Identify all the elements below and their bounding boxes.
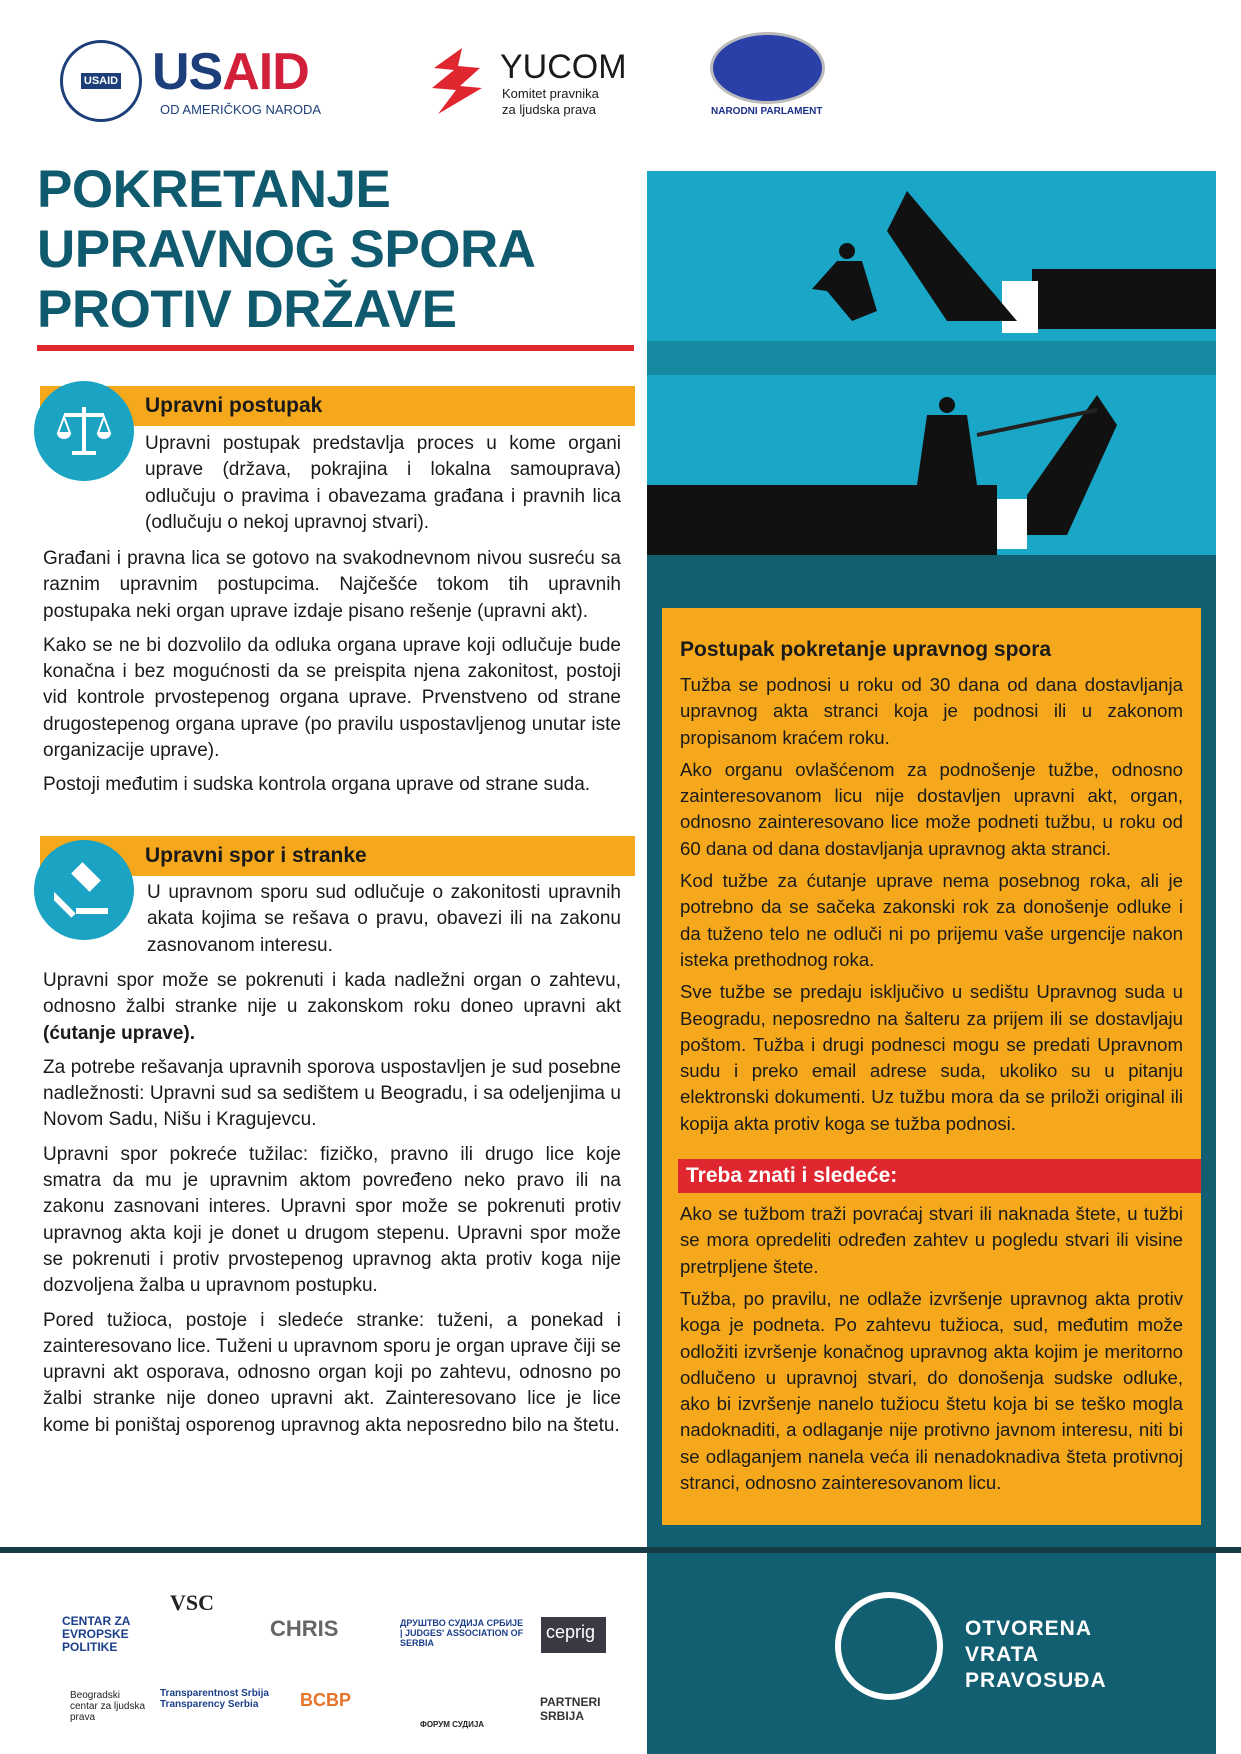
paragraph: Ako se tužbom traži povraćaj stvari ili naknada štete, u tužbi se mora opredeliti određen zahtev u pogledu stvari ili visine pretrpljene štete.	[680, 1203, 1183, 1277]
usaid-seal: USAID	[60, 40, 142, 122]
page-title: POKRETANJE UPRAVNOG SPORA PROTIV DRŽAVE	[37, 160, 536, 339]
paragraph: Tužba se podnosi u roku od 30 dana od dana dostavljanja upravnog akta stranci koja je podnosi ili u zakonom propisanom kraćem roku.	[680, 674, 1183, 748]
note-heading: Treba znati i sledeće:	[678, 1159, 1201, 1193]
usaid-logo: USAID USAID OD AMERIČKOG NARODA	[60, 40, 340, 120]
footer-divider	[0, 1547, 1241, 1553]
partner-logo: PARTNERI SRBIJA	[540, 1695, 601, 1723]
partner-logo: CHRIS	[270, 1616, 339, 1641]
section1-intro: Upravni postupak predstavlja proces u kome organi uprave (država, pokrajina i lokalna samouprava) odlučuju o pravima i obavezama građana i pravnih lica (odlučuju o nekoj upravnoj stvari).	[145, 433, 621, 533]
title-divider	[37, 345, 634, 351]
paragraph: Ako organu ovlašćenom za podnošenje tužbe, odnosno zainteresovanom licu nije dostavljen upravni akt, organ, odnosno zainteresovano lice može podneti tužbu, u roku od 60 dana od dana dostavljanja upravnog akta stranci.	[680, 758, 1183, 859]
partner-logos	[0, 1560, 647, 1754]
section2-body	[43, 968, 621, 1447]
parliament-logo: NARODNI PARLAMENT	[705, 32, 835, 122]
partner-logo: Beogradski centar za ljudska prava	[70, 1690, 146, 1723]
partner-logo: VSC	[170, 1590, 215, 1615]
partner-logo: CENTAR ZA EVROPSKE POLITIKE	[62, 1614, 130, 1654]
scales-icon	[34, 381, 134, 481]
paragraph: Tužba, po pravilu, ne odlaže izvršenje upravnog akta protiv koga je podneta. Po zahtevu tužioca, sud, međutim može odložiti izvršenje konačnog upravnog akta kojim je meritorno odlučeno u upravnoj stvari, do donošenja sudske odluke, ako bi izvršenje nanelo tužiocu štetu koja bi se teško mogla nadoknaditi, a odlaganje nije protivno javnom interesu, niti bi se odlaganjem nanela veća ili nenadoknadiva šteta protivnoj stranci, odnosno zainteresovanom licu.	[680, 1287, 1183, 1494]
section2-intro: U upravnom sporu sud odlučuje o zakonitosti upravnih akata kojima se rešava o pravu, obavezi ili na zakonu zasnovanom interesu.	[147, 882, 621, 956]
partner-logo: ДРУШТВО СУДИЈА СРБИЈЕ | JUDGES' ASSOCIATION OF SERBIA	[400, 1618, 524, 1648]
partner-logo: ФОРУМ СУДИЈА	[420, 1720, 485, 1729]
paragraph: Građani i pravna lica se gotovo na svakodnevnom nivou susreću sa raznim upravnim postupcima. Najčešće tokom tih upravnih postupaka neki organ uprave izdaje pisano rešenje (upravni akt).	[43, 548, 621, 622]
paragraph: Upravni spor može se pokrenuti i kada nadležni organ o zahtevu, odnosno žalbi stranke nije u zakonskom roku doneo upravni akt (ćutanje uprave).	[43, 970, 621, 1044]
procedure-heading: Postupak pokretanje upravnog spora	[680, 638, 1052, 661]
paragraph: Kako se ne bi dozvolilo da odluka organa uprave koji odlučuje bude konačna i bez mogućnosti da se preispita njena zakonitost, postoji vid kontrole prvostepenog organa uprave. Prvenstveno od strane drugostepenog organa uprave (po pravilu uspostavljenog unutar iste organizacije uprave).	[43, 634, 621, 762]
section1-body	[43, 546, 621, 807]
partner-logo: BCBP	[300, 1690, 352, 1710]
paragraph: Za potrebe rešavanja upravnih sporova uspostavljen je sud posebne nadležnosti: Upravni sud sa sedištem u Beogradu, i sa odeljenjima u Novom Sadu, Nišu i Kragujevcu.	[43, 1056, 621, 1131]
section-header-upravni-postupak: Upravni postupak	[40, 386, 635, 426]
paragraph: Upravni spor pokreće tužilac: fizičko, pravno ili drugo lice koje smatra da mu je upravnim aktom povređeno neko pravo ili na zakonu zasnovani interes. Upravni spor može se pokrenuti protiv upravnog akta koji je donet u drugom stepenu. Upravni spor može se pokrenuti i protiv prvostepenog upravnog akta protiv koga nije dozvoljena žalba u upravnom postupku.	[43, 1143, 621, 1297]
otvorena-vrata-logo: OTVORENA VRATA PRAVOSUĐA	[835, 1592, 1135, 1702]
illustration-top	[647, 171, 1216, 341]
paragraph: Kod tužbe za ćutanje uprave nema posebnog roka, ali je potrebno da se sačeka zakonski rok za donošenje odluke i da tuženo telo ne odluči ni po prijemu vaše urgencije nakon isteka prethodnog roka.	[680, 870, 1183, 970]
yucom-mark-icon	[432, 48, 484, 114]
paragraph: Postoji međutim i sudska kontrola organa uprave od strane suda.	[43, 774, 591, 796]
paragraph: Pored tužioca, postoje i sledeće stranke: tuženi, a ponekad i zainteresovano lice. Tuženi u upravnom sporu je organ uprave čiji se upravni akt osporava, odnosno organ koji po zahtevu, odnosno po žalbi stranke nije doneo upravni akt. Zainteresovano lice je lice kome bi poništaj osporenog upravnog akta neposredno bilo na štetu.	[43, 1309, 621, 1436]
section-header-upravni-spor: Upravni spor i stranke	[40, 836, 635, 876]
yucom-logo: YUCOM Komitet pravnika za ljudska prava	[432, 48, 632, 118]
illustration-band	[647, 341, 1216, 375]
gavel-icon	[34, 840, 134, 940]
partner-logo: ceprig	[541, 1617, 606, 1653]
partner-logo: Transparentnost Srbija Transparency Serbia	[160, 1688, 269, 1710]
door-icon	[835, 1592, 943, 1700]
illustration-bottom	[647, 375, 1216, 555]
procedure-box	[662, 608, 1201, 1525]
paragraph: Sve tužbe se predaju isključivo u sedištu Upravnog suda u Beogradu, neposredno na šalteru za prijem ili se dostavljaju poštom. Tužba i drugi podnesci mogu se predati Upravnom sudu i preko email adrese suda, ukoliko su u pitanju elektronski dokumenti. Uz tužbu mora da se priloži original ili kopija akta protiv koga se tužba podnosi.	[680, 981, 1183, 1134]
